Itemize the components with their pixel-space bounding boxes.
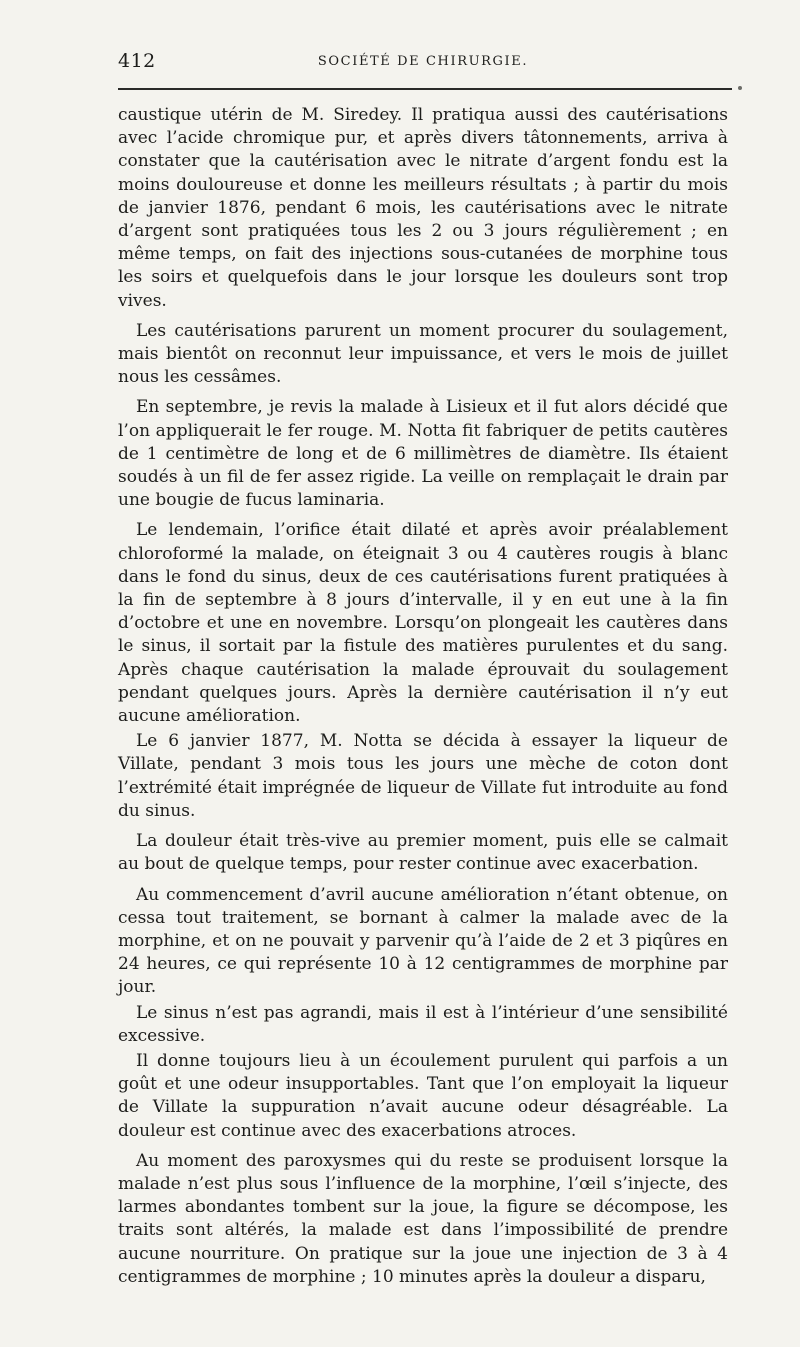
paragraph-continued: caustique utérin de M. Siredey. Il pratiqua aussi des cautérisations avec l’acide chromique pur, et après divers tâtonnements, arriva à constater que la cautérisation avec le nitrate d’argent fondu est la moins douloureuse et donne les meilleurs résultats ; à partir du mois de janvier 1876, pendant 6 mois, les cautérisations avec le nitrate d’argent sont pratiquées tous les 2 ou 3 jours régulièrement ; en même temps, on fait des injections sous-cutanées de morphine tous les soirs et quelquefois dans le jour lorsque les douleurs sont trop vives. xyxy=(118,105,728,311)
paragraph: En septembre, je revis la malade à Lisieux et il fut alors décidé que l’on appliquerait le fer rouge. M. Notta fit fabriquer de petits cautères de 1 centimètre de long et de 6 millimètres de diamètre. Ils étaient soudés à un fil de fer assez rigide. La veille on remplaçait le drain par une bougie de fucus laminaria. xyxy=(118,397,728,511)
ink-speck xyxy=(738,86,742,90)
page-number: 412 xyxy=(118,50,156,72)
paragraph: Au moment des paroxysmes qui du reste se produisent lorsque la malade n’est plus sous l’influence de la morphine, l’œil s’injecte, des larmes abondantes tombent sur la joue, la figure se décompose, les traits sont altérés, la malade est dans l’impossibilité de prendre aucune nourriture. On pratique sur la joue une injection de 3 à 4 centigrammes de morphine ; 10 minutes après la douleur a disparu, xyxy=(118,1150,728,1287)
header-rule xyxy=(118,88,732,90)
paragraph: Les cautérisations parurent un moment procurer du soulagement, mais bientôt on reconnut leur impuissance, et vers le mois de juillet nous les cessâmes. xyxy=(118,320,728,388)
paragraph: Il donne toujours lieu à un écoulement purulent qui parfois a un goût et une odeur insupportables. Tant que l’on employait la liqueur de Villate la suppuration n’avait aucune odeur désagréable. La douleur est continue avec des exacerbations atroces. xyxy=(118,1050,728,1141)
paragraph: Au commencement d’avril aucune amélioration n’étant obtenue, on cessa tout traitement, se bornant à calmer la malade avec de la morphine, et on ne pouvait y parvenir qu’à l’aide de 2 et 3 piqûres en 24 heures, ce qui représente 10 à 12 centigrammes de morphine par jour. xyxy=(118,884,728,998)
paragraph: Le 6 janvier 1877, M. Notta se décida à essayer la liqueur de Villate, pendant 3 mois tous les jours une mèche de coton dont l’extrémité était imprégnée de liqueur de Villate fut introduite au fond du sinus. xyxy=(118,731,728,821)
running-title: SOCIÉTÉ DE CHIRURGIE. xyxy=(317,54,529,69)
paragraph: Le sinus n’est pas agrandi, mais il est à l’intérieur d’une sensibilité excessive. xyxy=(118,1002,728,1046)
body-text xyxy=(118,104,728,1296)
paragraph: Le lendemain, l’orifice était dilaté et après avoir préalablement chloroformé la malade, on éteignait 3 ou 4 cautères rougis à blanc dans le fond du sinus, deux de ces cautérisations furent pratiquées à la fin de septembre à 8 jours d’intervalle, il y en eut une à la fin d’octobre et une en novembre. Lorsqu’on plongeait les cautères dans le sinus, il sortait par la fistule des matières purulentes et du sang. Après chaque cautérisation la malade éprouvait du soulagement pendant quelques jours. Après la dernière cautérisation il n’y eut aucune amélioration. xyxy=(118,520,728,727)
paragraph: La douleur était très-vive au premier moment, puis elle se calmait au bout de quelque temps, pour rester continue avec exacerbation. xyxy=(118,831,728,875)
page-header xyxy=(118,50,728,76)
